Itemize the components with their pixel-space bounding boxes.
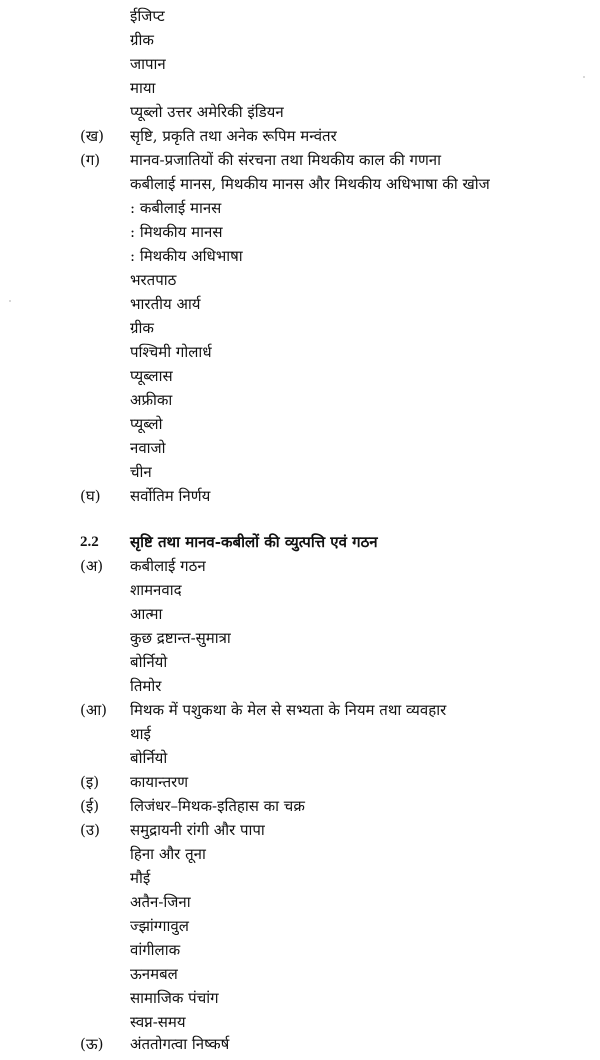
- subsection-title: समुद्रायनी रांगी और पापा: [130, 821, 265, 839]
- subsection-marker: (ऊ): [80, 1035, 104, 1053]
- list-item: भारतीय आर्य: [130, 295, 201, 313]
- list-item: शामनवाद: [130, 581, 182, 599]
- list-item: वांगीलाक: [130, 941, 181, 959]
- subsection-marker: (ग): [80, 151, 101, 169]
- subsection-gha: [0, 484, 600, 508]
- subsection-title: कबीलाई गठन: [130, 557, 206, 575]
- subsection-i: [0, 770, 600, 794]
- subsection-ii: [0, 794, 600, 818]
- list-item: चीन: [130, 463, 152, 481]
- subsection-title: सर्वोतिम निर्णय: [130, 487, 211, 505]
- scan-speck: [583, 76, 585, 78]
- scan-speck: [9, 300, 11, 302]
- subsection-marker: (अ): [80, 557, 104, 575]
- list-item: नवाजो: [130, 439, 166, 457]
- subsection-subtitle: कबीलाई मानस, मिथकीय मानस और मिथकीय अधिभाषा की खोज: [130, 175, 490, 193]
- subsection-kha: [0, 124, 600, 148]
- list-item: अफ्रीका: [130, 391, 173, 409]
- subsection-marker: (इ): [80, 773, 100, 791]
- list-item: प्यूब्लास: [130, 367, 173, 385]
- list-item: ग्रीक: [130, 31, 154, 49]
- list-item: ग्रीक: [130, 319, 154, 337]
- subsection-title: सृष्टि, प्रकृति तथा अनेक रूपिम मन्वंतर: [130, 127, 337, 145]
- list-item: माया: [130, 79, 156, 97]
- list-item: बोर्नियो: [130, 653, 168, 671]
- subsection-title: मिथक में पशुकथा के मेल से सभ्यता के नियम तथा व्यवहार: [130, 701, 447, 719]
- subsection-marker: (घ): [80, 487, 101, 505]
- list-item: कुछ द्रष्टान्त-सुमात्रा: [130, 629, 231, 647]
- list-item: थाई: [130, 725, 151, 743]
- list-item: जापान: [130, 55, 166, 73]
- subsection-u: [0, 818, 600, 842]
- list-item: : मिथकीय मानस: [130, 223, 223, 241]
- list-item: प्यूब्लो: [130, 415, 163, 433]
- subsection-ga: [0, 148, 600, 172]
- subsection-title: लिजंधर–मिथक-इतिहास का चक्र: [130, 797, 305, 815]
- list-item: भरतपाठ: [130, 271, 177, 289]
- list-item: ईजिप्ट: [130, 7, 165, 25]
- list-item: : मिथकीय अधिभाषा: [130, 247, 243, 265]
- subsection-marker: (ख): [80, 127, 104, 145]
- subsection-marker: (ई): [80, 797, 100, 815]
- subsection-title: कायान्तरण: [130, 773, 189, 791]
- section-title: सृष्टि तथा मानव-कबीलों की व्युत्पत्ति एवं गठन: [130, 533, 378, 551]
- subsection-uu: [0, 1032, 600, 1056]
- subsection-title: अंततोगत्वा निष्कर्ष: [130, 1035, 230, 1053]
- list-item: हिना और तूना: [130, 845, 206, 863]
- list-item: ऊनमबल: [130, 965, 178, 983]
- subsection-aa: [0, 698, 600, 722]
- subsection-marker: (आ): [80, 701, 108, 719]
- subsection-title: मानव-प्रजातियों की संरचना तथा मिथकीय काल की गणना: [130, 151, 441, 169]
- section-heading: [0, 530, 600, 554]
- list-item: सामाजिक पंचांग: [130, 989, 219, 1007]
- section-number: 2.2: [80, 534, 99, 550]
- list-item: स्वप्न-समय: [130, 1013, 186, 1031]
- list-item: ज्झांग्गावुल: [130, 917, 189, 935]
- list-item: आत्मा: [130, 605, 163, 623]
- list-item: : कबीलाई मानस: [130, 199, 222, 217]
- subsection-marker: (उ): [80, 821, 100, 839]
- list-item: पश्चिमी गोलार्ध: [130, 343, 212, 361]
- list-item: प्यूब्लो उत्तर अमेरिकी इंडियन: [130, 103, 284, 121]
- list-item: अतैन-जिना: [130, 893, 191, 911]
- subsection-a: [0, 554, 600, 578]
- list-item: तिमोर: [130, 677, 162, 695]
- list-item: मौई: [130, 869, 151, 887]
- list-item: बोर्नियो: [130, 749, 168, 767]
